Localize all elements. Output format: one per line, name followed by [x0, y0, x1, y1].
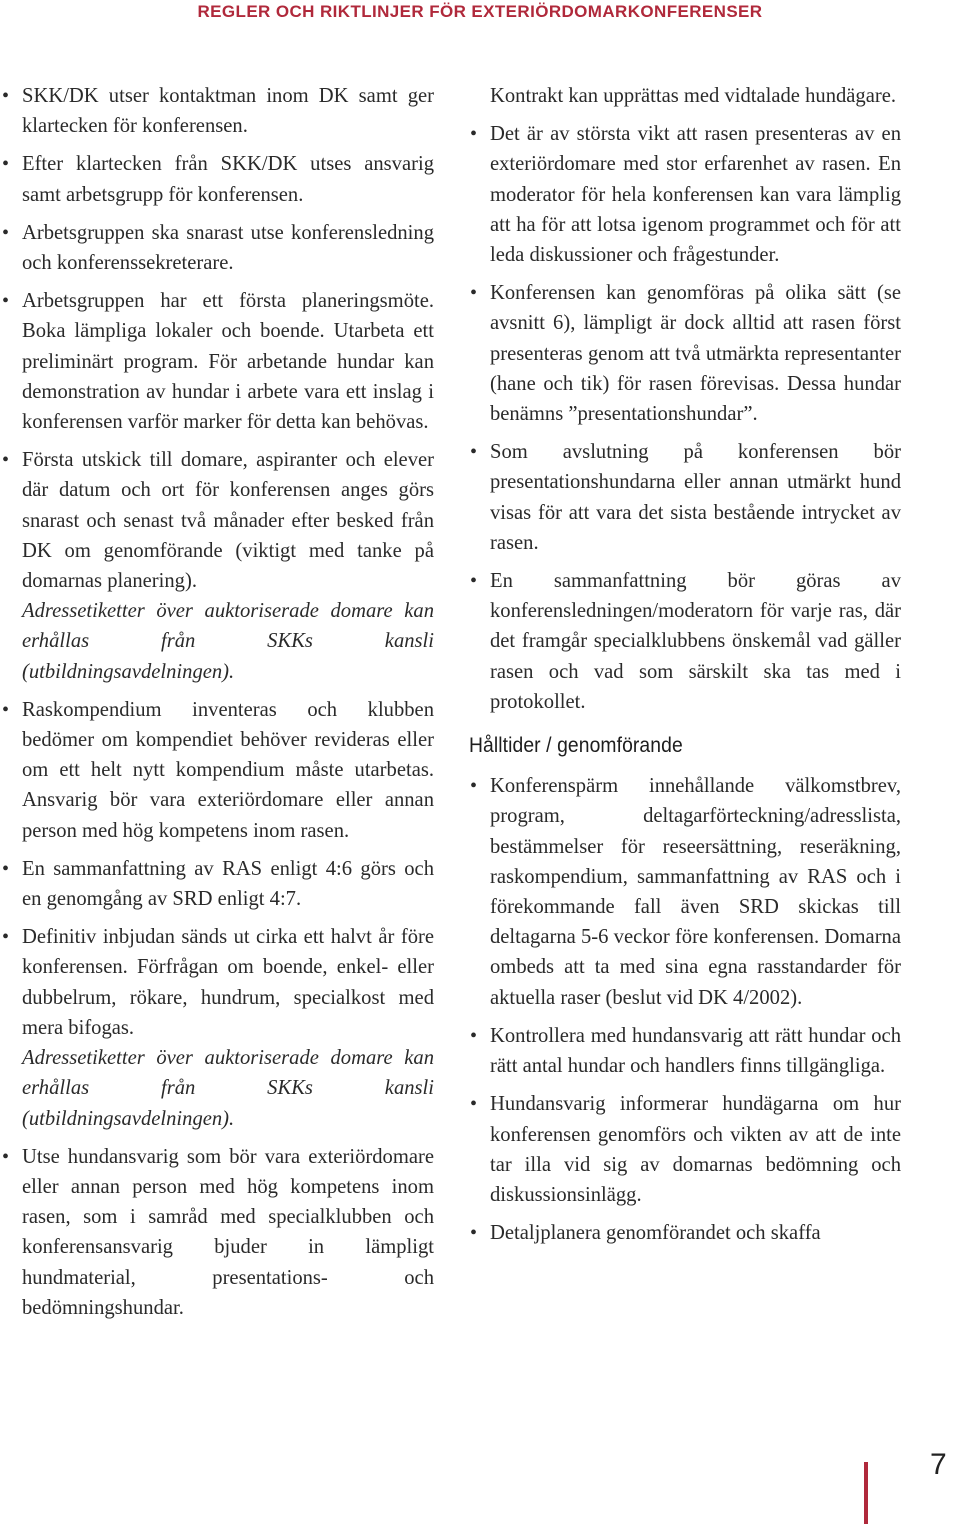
list-item-text: Arbetsgruppen har ett första planeringsmöte. Boka lämpliga lokaler och boende. Utarbeta ett preliminärt program. För arbetande hundar kan demonstration av hundar i arbete vara ett inslag i konferensen varför marker för detta kan behövas. [22, 290, 434, 434]
running-header: REGLER OCH RIKTLINJER FÖR EXTERIÖRDOMARKONFERENSER [197, 2, 763, 21]
list-item [490, 119, 901, 270]
list-item-text: En sammanfattning bör göras av konferensledningen/moderatorn för varje ras, där det framgår specialklubbens önskemål vad gäller rasen och vad som särskilt ska tas med i protokollet. [490, 570, 901, 713]
list-item-text: En sammanfattning av RAS enligt 4:6 görs och en genomgång av SRD enligt 4:7. [22, 857, 434, 911]
list-item-text: Konferenspärm innehållande välkomstbrev, program, deltagarförteckning/adresslista, bestämmelser för reseersättning, reseräkning, raskompendium, sammanfattning av RAS och i förekommande fall även SRD skickas till deltagarna 5-6 veckor före konferensen. Domarna ombeds att ta med sina egna rasstandarder för aktuella raser (beslut vid DK 4/2002). [490, 775, 901, 1009]
list-item-text: Definitiv inbjudan sänds ut cirka ett halvt år före konferensen. Förfrågan om boende, enkel- eller dubbelrum, rökare, hundrum, specialkost med mera bifogas. [22, 926, 434, 1039]
list-item-text: Konferensen kan genomföras på olika sätt (se avsnitt 6), lämpligt är dock alltid att rasen först presenteras genom att två utmärkta representanter (hane och tik) för rasen förevisas. Dessa hundar benämns ”presentationshundar”. [490, 282, 901, 426]
list-item [490, 1089, 901, 1210]
list-item [22, 1142, 434, 1323]
list-item [490, 1218, 901, 1248]
list-item [490, 771, 901, 1013]
section-heading: Hålltider / genomförande [469, 734, 683, 758]
list-item [22, 218, 434, 278]
list-item [490, 437, 901, 558]
continuation-text: Kontrakt kan upprättas med vidtalade hundägare. [490, 85, 897, 107]
list-item-text: Det är av största vikt att rasen presenteras av en exteriördomare med stor erfarenhet av rasen. En moderator för hela konferensen kan vara lämplig att ha för att lotsa igenom programmet och för att leda diskussioner och frågestunder. [490, 123, 901, 267]
list-item [22, 286, 434, 437]
list-item [22, 854, 434, 914]
left-column [22, 81, 434, 1331]
list-item [22, 81, 434, 141]
section-bullet-list [490, 771, 901, 1248]
right-bullet-list [490, 119, 901, 717]
italic-note: Adressetiketter över auktoriserade domare kan erhållas från SKKs kansli (utbildningsavdelningen). [22, 600, 434, 683]
list-item-text: SKK/DK utser kontaktman inom DK samt ger klartecken för konferensen. [22, 85, 434, 138]
list-item-text: Detaljplanera genomförandet och skaffa [490, 1222, 821, 1245]
list-item [22, 445, 434, 687]
list-item [22, 149, 434, 209]
list-item-text: Hundansvarig informerar hundägarna om hur konferensen genomförs och vikten av att de inte tar illa vid sig av domarnas bedömning och diskussionsinlägg. [490, 1093, 901, 1206]
list-item-text: Som avslutning på konferensen bör presentationshundarna eller annan utmärkt hund visas för att vara det sista bestående intrycket av rasen. [490, 441, 901, 554]
list-item [22, 695, 434, 846]
list-item [490, 1021, 901, 1081]
page-accent-bar [864, 1462, 868, 1524]
list-item [22, 922, 434, 1133]
list-item [490, 566, 901, 717]
list-item [490, 278, 901, 429]
list-item-text: Arbetsgruppen ska snarast utse konferensledning och konferenssekreterare. [22, 221, 434, 275]
list-item-text: Första utskick till domare, aspiranter och elever där datum och ort för konferensen anges görs snarast och senast två månader efter besked från DK om genomförande (viktigt med tanke på domarnas planering). [22, 449, 434, 593]
list-item-text: Efter klartecken från SKK/DK utses ansvarig samt arbetsgrupp för konferensen. [22, 153, 434, 206]
list-item-text: Raskompendium inventeras och klubben bedömer om kompendiet behöver revideras eller om ett helt nytt kompendium måste utarbetas. Ansvarig bör vara exteriördomare eller annan person med hög kompetens inom rasen. [22, 698, 434, 842]
page-number: 7 [930, 1448, 947, 1481]
list-item-text: Utse hundansvarig som bör vara exteriördomare eller annan person med hög kompetens inom rasen, som i samråd med specialklubben och konferensansvarig bjuder in lämpligt hundmaterial, presentations- och bedömningshundar. [22, 1145, 434, 1319]
right-column [469, 81, 901, 1256]
left-bullet-list [22, 81, 434, 1323]
list-item-text: Kontrollera med hundansvarig att rätt hundar och rätt antal hundar och handlers finns tillgängliga. [490, 1024, 901, 1078]
italic-note: Adressetiketter över auktoriserade domare kan erhållas från SKKs kansli (utbildningsavdelningen). [22, 1047, 434, 1130]
